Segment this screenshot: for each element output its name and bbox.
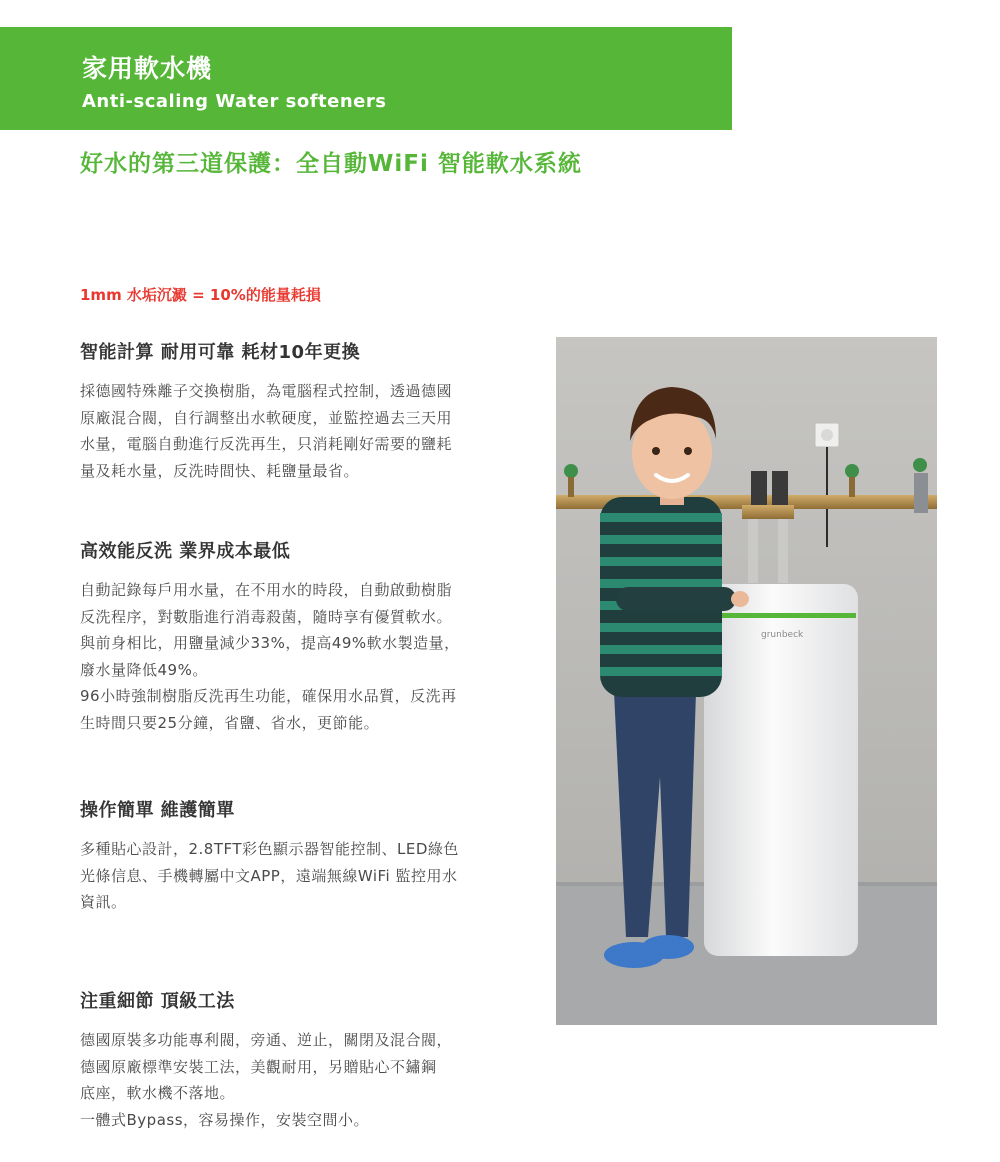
body-line: 反洗程序，對數脂進行消毒殺菌，隨時享有優質軟水。	[80, 607, 453, 626]
body-line: 96小時強制樹脂反洗再生功能，確保用水品質，反洗再	[80, 687, 457, 705]
body-line: 量及耗水量，反洗時間快、耗鹽量最省。	[80, 461, 360, 480]
header-banner	[0, 27, 732, 130]
unit-brand-label: grunbeck	[761, 630, 804, 640]
body-line: 原廠混合閥，自行調整出水軟硬度，並監控過去三天用	[80, 408, 453, 427]
section-backwash	[80, 537, 510, 736]
banner-subtitle: Anti-scaling Water softeners	[82, 91, 387, 112]
body-line: 與前身相比，用鹽量減少33%，提高49%軟水製造量，	[80, 634, 460, 652]
body-line: 自動記錄每戶用水量，在不用水的時段，自動啟動樹脂	[80, 581, 453, 599]
section-easy-operation	[80, 796, 510, 916]
section-body	[80, 1027, 510, 1133]
body-line: 廢水量降低49%。	[80, 660, 208, 679]
section-body	[80, 577, 510, 736]
body-line: 多種貼心設計，2.8TFT彩色顯示器智能控制、LED綠色	[80, 840, 459, 858]
section-title: 智能計算 耐用可靠 耗材10年更換	[80, 342, 361, 363]
product-photo	[556, 337, 937, 1025]
body-line: 採德國特殊離子交換樹脂，為電腦程式控制，透過德國	[80, 382, 453, 400]
body-line: 一體式Bypass，容易操作，安裝空間小。	[80, 1110, 370, 1129]
banner-title: 家用軟水機	[82, 54, 213, 83]
body-line: 光條信息、手機轉屬中文APP，遠端無線WiFi 監控用水	[80, 866, 458, 885]
section-smart-calculation	[80, 338, 510, 484]
scale-energy-callout: 1mm 水垢沉澱 = 10%的能量耗損	[80, 286, 321, 304]
section-title: 注重細節 頂級工法	[80, 991, 235, 1012]
body-line: 底座，軟水機不落地。	[80, 1084, 236, 1102]
body-line: 生時間只要25分鐘，省鹽、省水，更節能。	[80, 713, 380, 732]
body-line: 德國原廠標準安裝工法，美觀耐用，另贈貼心不鏽鋼	[80, 1057, 437, 1076]
headline: 好水的第三道保護：全自動WiFi 智能軟水系統	[80, 151, 582, 177]
body-line: 德國原裝多功能專利閥，旁通、逆止，關閉及混合閥，	[80, 1031, 453, 1049]
body-line: 水量，電腦自動進行反洗再生，只消耗剛好需要的鹽耗	[80, 435, 453, 453]
section-details	[80, 987, 510, 1133]
section-title: 高效能反洗 業界成本最低	[80, 541, 291, 562]
body-line: 資訊。	[80, 893, 127, 911]
section-body	[80, 378, 510, 484]
section-title: 操作簡單 維護簡單	[80, 800, 235, 821]
section-body	[80, 836, 510, 916]
